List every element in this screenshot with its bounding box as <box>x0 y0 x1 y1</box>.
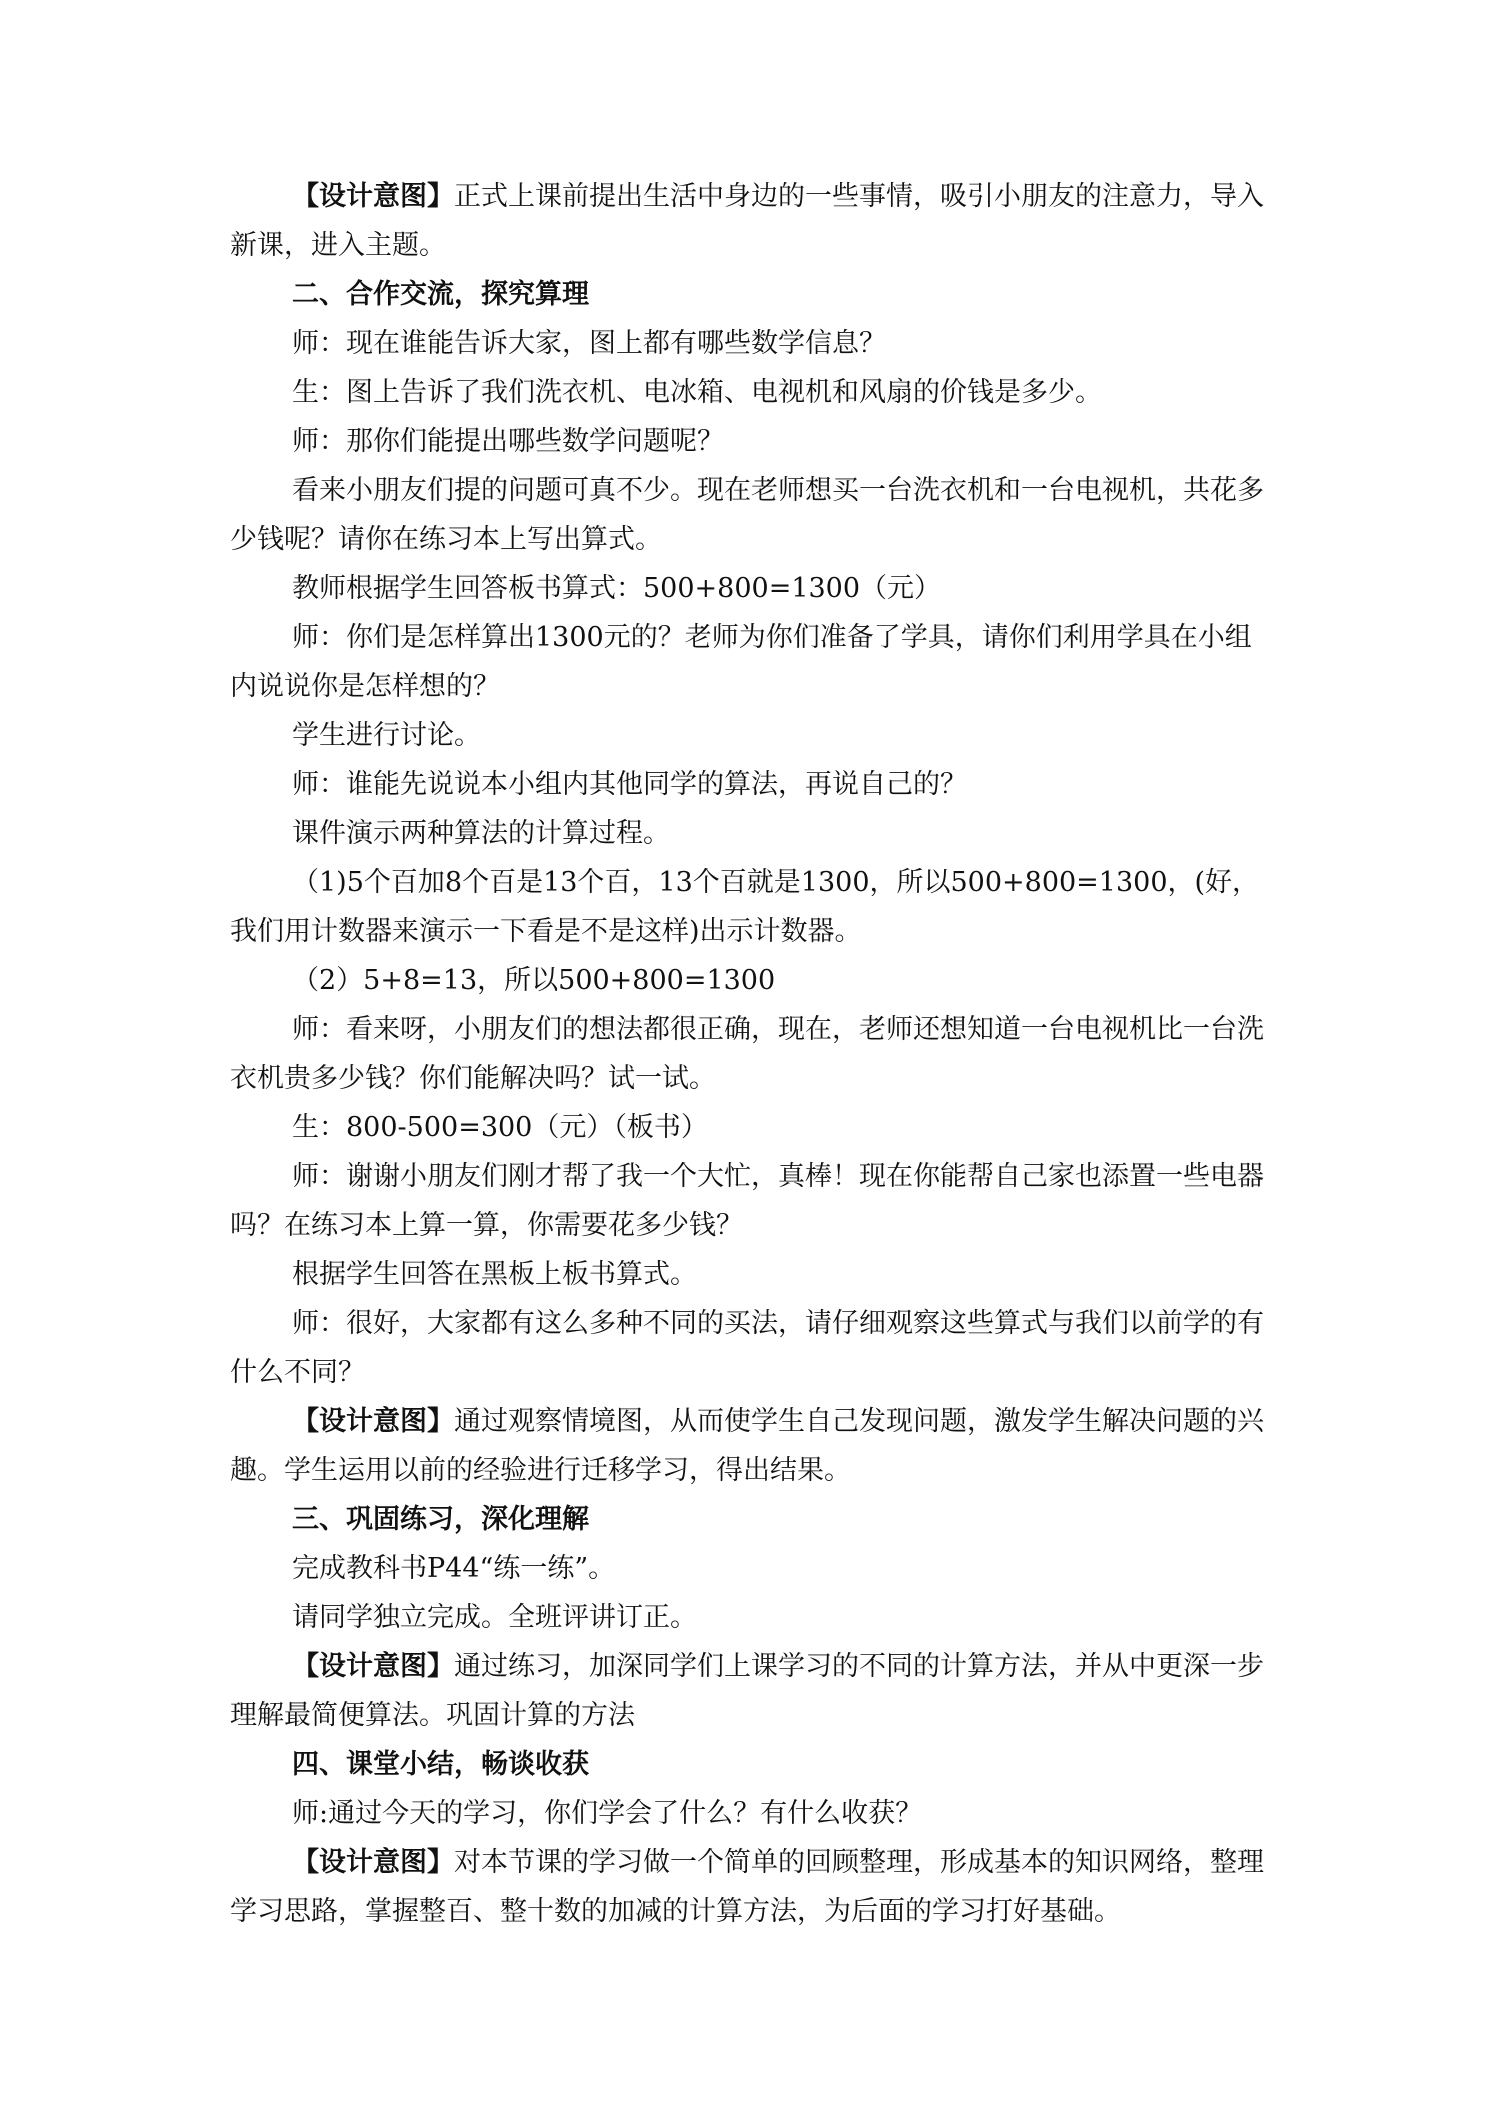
paragraph: 根据学生回答在黑板上板书算式。 <box>292 1259 697 1290</box>
paragraph: 生：图上告诉了我们洗衣机、电冰箱、电视机和风扇的价钱是多少。 <box>292 377 1102 408</box>
paragraph: 课件演示两种算法的计算过程。 <box>292 818 670 849</box>
paragraph: 师:通过今天的学习，你们学会了什么？有什么收获？ <box>292 1798 923 1829</box>
paragraph: 师：那你们能提出哪些数学问题呢？ <box>292 426 724 457</box>
design-intent-tag: 【设计意图】 <box>292 1847 454 1878</box>
document-page <box>230 172 1270 1936</box>
design-intent-paragraph: 【设计意图】通过观察情境图，从而使学生自己发现问题，激发学生解决问题的兴趣。学生运用以前的经验进行迁移学习，得出结果。 <box>230 1406 1264 1486</box>
paragraph: （2）5+8=13，所以500+800=1300 <box>292 965 776 996</box>
paragraph: （1)5个百加8个百是13个百，13个百就是1300，所以500+800=1300，(好，我们用计数器来演示一下看是不是这样)出示计数器。 <box>230 867 1260 947</box>
paragraph: 师：很好，大家都有这么多种不同的买法，请仔细观察这些算式与我们以前学的有什么不同？ <box>230 1308 1264 1388</box>
design-intent-paragraph: 【设计意图】正式上课前提出生活中身边的一些事情，吸引小朋友的注意力，导入新课，进入主题。 <box>230 181 1264 261</box>
design-intent-paragraph: 【设计意图】通过练习，加深同学们上课学习的不同的计算方法，并从中更深一步理解最简便算法。巩固计算的方法 <box>230 1651 1264 1731</box>
paragraph: 师：现在谁能告诉大家，图上都有哪些数学信息？ <box>292 328 886 359</box>
paragraph: 师：看来呀，小朋友们的想法都很正确，现在，老师还想知道一台电视机比一台洗衣机贵多少钱？你们能解决吗？试一试。 <box>230 1014 1264 1094</box>
paragraph: 师：谢谢小朋友们刚才帮了我一个大忙，真棒！现在你能帮自己家也添置一些电器吗？在练习本上算一算，你需要花多少钱？ <box>230 1161 1264 1241</box>
design-intent-paragraph: 【设计意图】对本节课的学习做一个简单的回顾整理，形成基本的知识网络，整理学习思路，掌握整百、整十数的加减的计算方法，为后面的学习打好基础。 <box>230 1847 1264 1927</box>
paragraph: 师：谁能先说说本小组内其他同学的算法，再说自己的？ <box>292 769 967 800</box>
design-intent-tag: 【设计意图】 <box>292 181 454 212</box>
section-heading: 四、课堂小结，畅谈收获 <box>292 1749 589 1780</box>
design-intent-tag: 【设计意图】 <box>292 1406 454 1437</box>
paragraph: 学生进行讨论。 <box>292 720 481 751</box>
paragraph: 请同学独立完成。全班评讲订正。 <box>292 1602 697 1633</box>
paragraph: 看来小朋友们提的问题可真不少。现在老师想买一台洗衣机和一台电视机，共花多少钱呢？请你在练习本上写出算式。 <box>230 475 1264 555</box>
paragraph: 完成教科书P44“练一练”。 <box>292 1553 616 1584</box>
section-heading: 二、合作交流，探究算理 <box>292 279 589 310</box>
paragraph: 教师根据学生回答板书算式：500+800=1300（元） <box>292 573 942 604</box>
paragraph: 生：800-500=300（元）（板书） <box>292 1112 708 1143</box>
paragraph: 师：你们是怎样算出1300元的？老师为你们准备了学具，请你们利用学具在小组内说说你是怎样想的？ <box>230 622 1252 702</box>
section-heading: 三、巩固练习，深化理解 <box>292 1504 589 1535</box>
design-intent-tag: 【设计意图】 <box>292 1651 454 1682</box>
